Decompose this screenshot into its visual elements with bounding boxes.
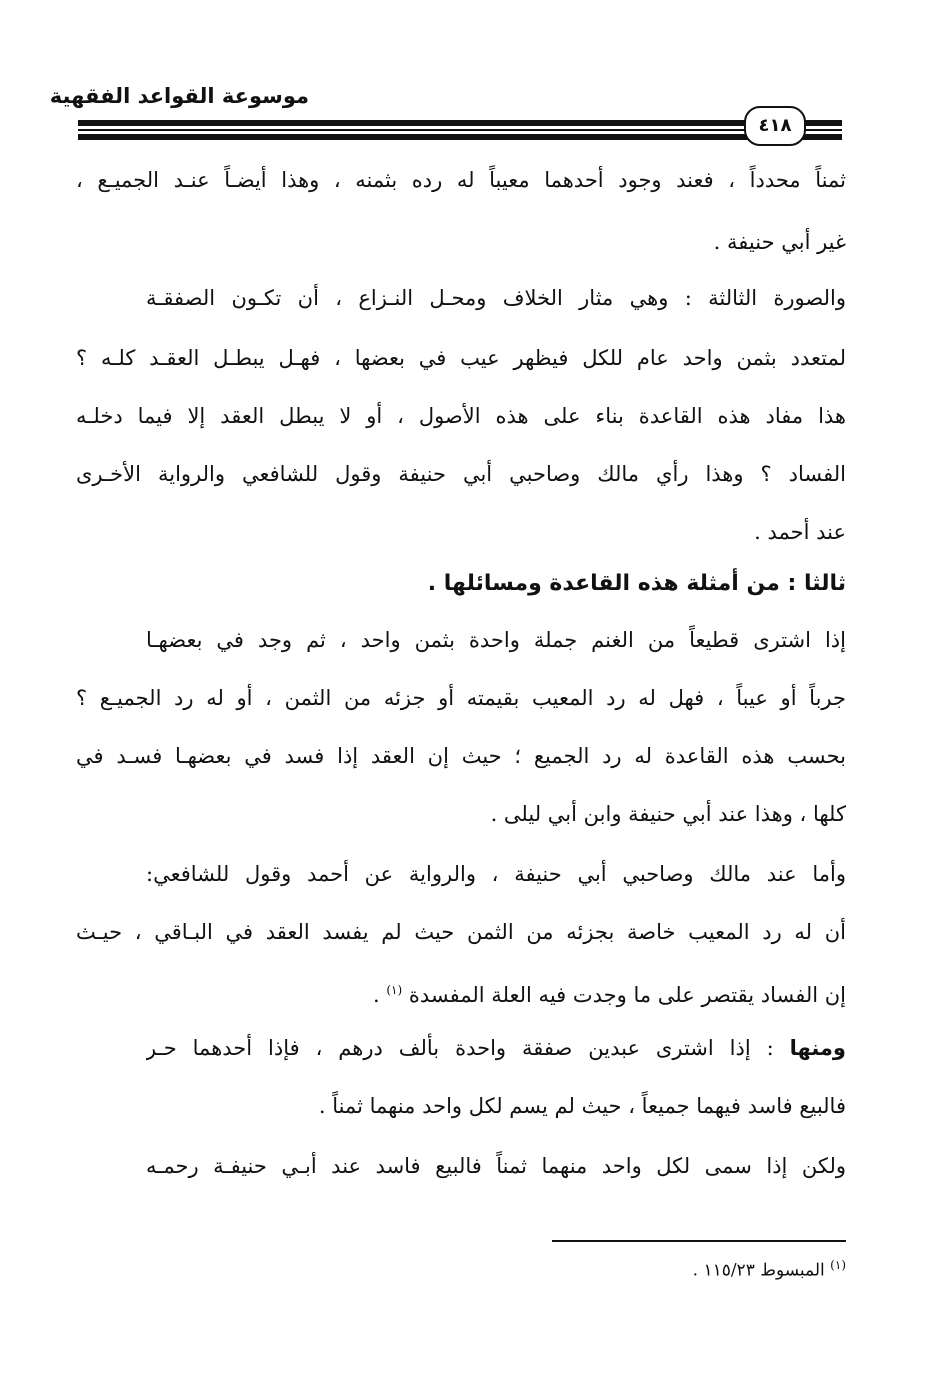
- text-segment: : إذا اشترى عبدين صفقة واحدة بألف درهم ، فإذا أحدهما حـر: [146, 1036, 790, 1060]
- text-line: ثمناً محدداً ، فعند وجود أحدهما معيباً له رده بثمنه ، وهذا أيضـاً عنـد الجميـع ،: [76, 168, 846, 192]
- page-number-badge: ٤١٨: [744, 106, 806, 146]
- text-line: عند أحمد .: [754, 520, 846, 544]
- text-line: إذا اشترى قطيعاً من الغنم جملة واحدة بثمن واحد ، ثم وجد في بعضهـا: [146, 628, 846, 652]
- footnote-reference: (١): [386, 983, 403, 997]
- header-rule-bottom: [78, 134, 842, 140]
- text-line: كلها ، وهذا عند أبي حنيفة وابن أبي ليلى .: [490, 802, 846, 826]
- footnote: [446, 1258, 846, 1281]
- footnote-text: المبسوط ١١٥/٢٣ .: [692, 1260, 831, 1281]
- text-line: أن له رد المعيب خاصة بجزئه من الثمن حيث لم يفسد العقد في البـاقي ، حيـث: [76, 920, 846, 944]
- footnote-separator: [552, 1240, 846, 1242]
- text-segment: إن الفساد يقتصر على ما وجدت فيه العلة المفسدة: [408, 983, 846, 1007]
- text-line: بحسب هذه القاعدة له رد الجميع ؛ حيث إن العقد إذا فسد في بعضهـا فسـد في: [76, 744, 846, 768]
- text-line: غير أبي حنيفة .: [713, 230, 846, 254]
- running-header-title: موسوعة القواعد الفقهية: [49, 84, 309, 108]
- text-segment: .: [373, 983, 387, 1007]
- bold-lead-word: ومنها: [789, 1036, 846, 1060]
- text-line: لمتعدد بثمن واحد عام للكل فيظهر عيب في بعضها ، فهـل يبطـل العقـد كلـه ؟: [76, 346, 846, 370]
- text-line: والصورة الثالثة : وهي مثار الخلاف ومحـل النـزاع ، أن تكـون الصفقـة: [146, 286, 846, 310]
- header-rule-top: [78, 120, 842, 126]
- text-line: ولكن إذا سمى لكل واحد منهما ثمناً فالبيع فاسد عند أبـي حنيفـة رحمـه: [146, 1154, 846, 1178]
- header-rule-middle: [78, 129, 842, 131]
- text-line: جرباً أو عيباً ، فهل له رد المعيب بقيمته أو جزئه من الثمن ، أو له رد الجميـع ؟: [76, 686, 846, 710]
- text-line: وأما عند مالك وصاحبي أبي حنيفة ، والرواية عن أحمد وقول للشافعي:: [146, 862, 846, 886]
- section-heading: ثالثا : من أمثلة هذه القاعدة ومسائلها .: [427, 571, 846, 596]
- text-line-with-footnote: [76, 960, 846, 1020]
- text-line: الفساد ؟ وهذا رأي مالك وصاحبي أبي حنيفة وقول للشافعي والرواية الأخـرى: [76, 462, 846, 486]
- footnote-mark: (١): [830, 1258, 846, 1272]
- text-line: هذا مفاد هذه القاعدة بناء على هذه الأصول ، أو لا يبطل العقد إلا فيما دخلـه: [76, 404, 846, 428]
- text-line-minha: [146, 1018, 846, 1078]
- text-line: فالبيع فاسد فيهما جميعاً ، حيث لم يسم لكل واحد منهما ثمناً .: [318, 1094, 846, 1118]
